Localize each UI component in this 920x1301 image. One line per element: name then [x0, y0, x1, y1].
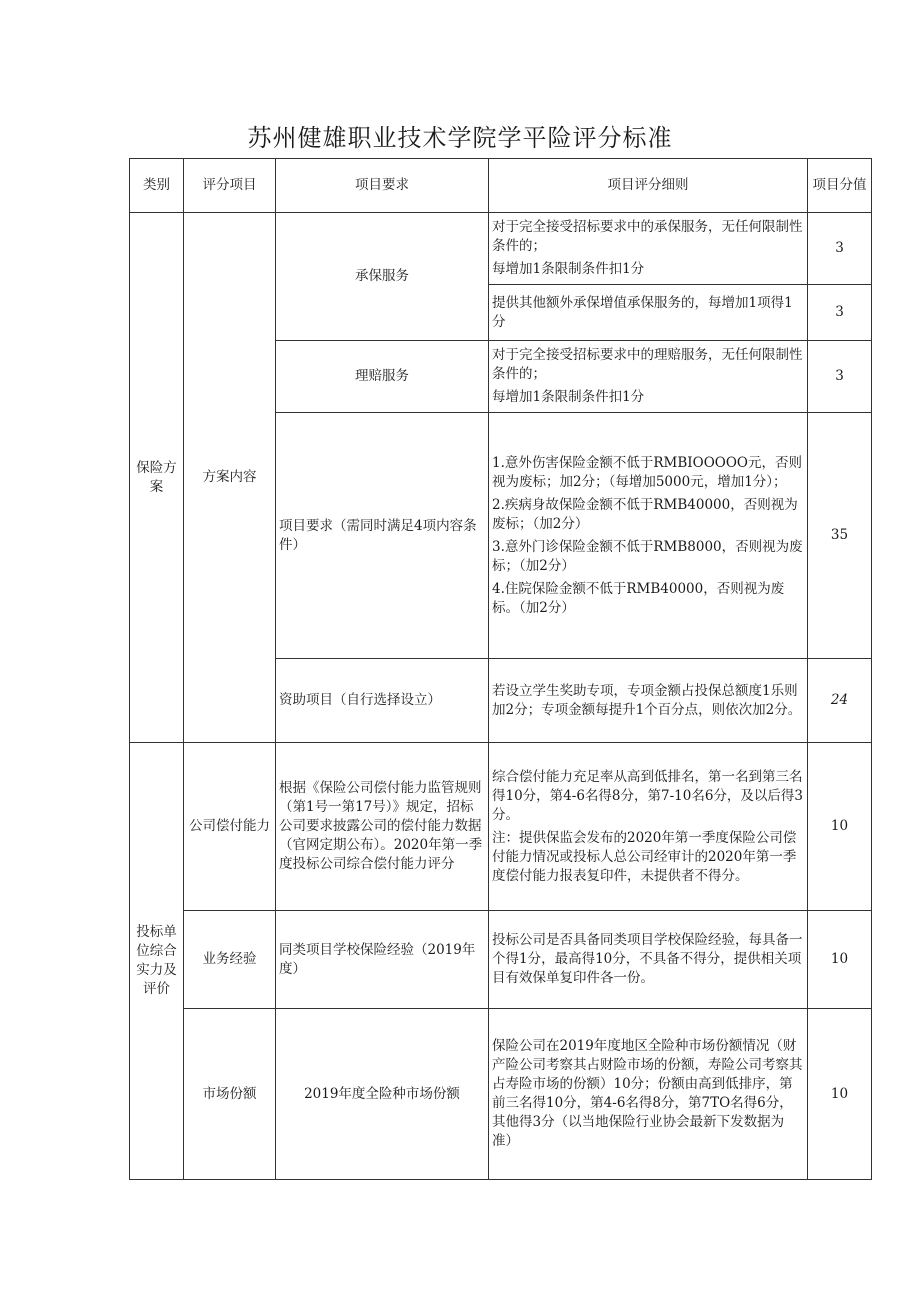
detail-line: 每增加1条限制条件扣1分 [492, 389, 645, 405]
score-cell: 3 [808, 341, 872, 413]
requirement-cell: 资助项目（自行选择设立） [276, 659, 489, 743]
detail-line: 1.意外伤害保险金额不低于RMBIOOOOO元，否则视为废标；加2分；（每增加5000元，增加1分）； [492, 454, 802, 490]
detail-line: 注：提供保监会发布的2020年第一季度保险公司偿付能力情况或投标人总公司经审计的2020年第一季度偿付能力报表复印件，未提供者不得分。 [492, 829, 797, 884]
detail-cell [489, 285, 808, 341]
detail-cell [489, 341, 808, 413]
requirement-cell: 项目要求（需同时满足4项内容条件） [276, 413, 489, 659]
requirement-cell: 承保服务 [276, 213, 489, 341]
table-row [130, 1009, 872, 1180]
score-cell: 35 [808, 413, 872, 659]
item-cell: 市场份额 [184, 1009, 276, 1180]
detail-line: 保险公司在2019年度地区全险种市场份额情况（财产险公司考察其占财险市场的份额，寿险公司考察其占寿险市场的份额）10分；份额由高到低排序，第前三名得10分，第4-6名得8分，第7TO名得6分，其他得3分（以当地保险行业协会最新下发数据为准） [492, 1038, 803, 1149]
score-cell: 24 [808, 659, 872, 743]
detail-line: 每增加1条限制条件扣1分 [492, 261, 645, 277]
detail-cell [489, 659, 808, 743]
header-category: 类别 [130, 159, 184, 213]
requirement-cell: 2019年度全险种市场份额 [276, 1009, 489, 1180]
requirement-cell: 根据《保险公司偿付能力监管规则（第1号一第17号）》规定，招标公司要求披露公司的偿付能力数据（官网定期公布）。2020年第一季度投标公司综合偿付能力评分 [276, 743, 489, 911]
score-cell: 3 [808, 285, 872, 341]
detail-line: 3.意外门诊保险金额不低于RMB8000，否则视为废标；（加2分） [492, 538, 803, 574]
score-cell: 3 [808, 213, 872, 285]
detail-line: 4.住院保险金额不低于RMB40000，否则视为废标。（加2分） [492, 580, 785, 616]
score-cell: 10 [808, 911, 872, 1009]
item-cell: 业务经验 [184, 911, 276, 1009]
score-cell: 10 [808, 1009, 872, 1180]
detail-line: 2.疾病身故保险金额不低于RMB40000，否则视为废标；（加2分） [492, 496, 798, 532]
header-score: 项目分值 [808, 159, 872, 213]
category-cell: 保险方案 [130, 213, 184, 743]
page-title: 苏州健雄职业技术学院学平险评分标准 [247, 124, 673, 152]
table-row [130, 213, 872, 285]
requirement-cell: 同类项目学校保险经验（2019年度） [276, 911, 489, 1009]
detail-cell [489, 911, 808, 1009]
scoring-table [129, 158, 872, 1180]
detail-line: 对于完全接受招标要求中的理赔服务，无任何限制性条件的； [492, 347, 803, 382]
score-cell: 10 [808, 743, 872, 911]
detail-cell [489, 413, 808, 659]
table-row [130, 911, 872, 1009]
requirement-cell: 理赔服务 [276, 341, 489, 413]
detail-cell [489, 1009, 808, 1180]
detail-line: 若设立学生奖助专项，专项金额占投保总额度1乐则加2分；专项金额每提升1个百分点，则依次加2分。 [492, 682, 802, 718]
detail-line: 提供其他额外承保增值承保服务的，每增加1项得1分 [492, 294, 793, 330]
detail-line: 对于完全接受招标要求中的承保服务，无任何限制性条件的； [492, 219, 803, 254]
detail-cell [489, 743, 808, 911]
header-detail: 项目评分细则 [489, 159, 808, 213]
detail-line: 综合偿付能力充足率从高到低排名，第一名到第三名得10分，第4-6名得8分，第7-10名6分，及以后得3分。 [492, 768, 804, 823]
detail-line: 投标公司是否具备同类项目学校保险经验，每具备一个得1分，最高得10分，不具备不得分，提供相关项目有效保单复印件各一份。 [492, 932, 803, 986]
table-row [130, 743, 872, 911]
detail-cell [489, 213, 808, 285]
item-cell: 方案内容 [184, 213, 276, 743]
category-cell: 投标单位综合实力及评价 [130, 743, 184, 1180]
header-row [130, 159, 872, 213]
header-requirement: 项目要求 [276, 159, 489, 213]
header-item: 评分项目 [184, 159, 276, 213]
item-cell: 公司偿付能力 [184, 743, 276, 911]
